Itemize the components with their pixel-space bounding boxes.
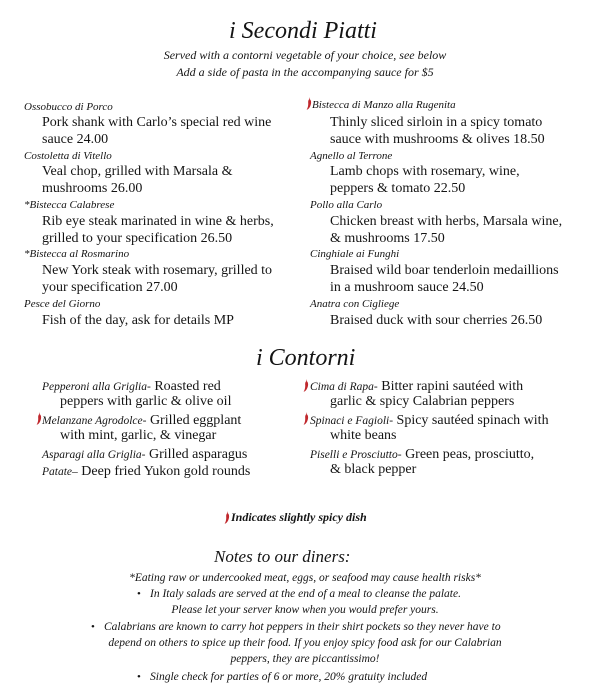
side-description: Bitter rapini sautéed with [377,379,524,394]
secondi-subtitle-2: Add a side of pasta in the accompanying sauce for $5 [176,65,434,79]
chili-pepper-icon [302,379,309,392]
side-item [310,445,534,463]
dish-description: in a mushroom sauce 24.50 [330,280,484,295]
dish-description: Braised wild boar tenderloin medaillions [330,263,559,278]
dish-description: Rib eye steak marinated in wine & herbs, [42,214,274,229]
dish-description: New York steak with rosemary, grilled to [42,263,273,278]
side-description: peppers with garlic & olive oil [60,394,232,409]
dish-description: Thinly sliced sirloin in a spicy tomato [330,115,543,130]
side-description: Grilled eggplant [146,413,242,428]
dish-description: sauce with mushrooms & olives 18.50 [330,132,545,147]
contorni-title: i Contorni [256,345,356,371]
dish-description: Pork shank with Carlo’s special red wine [42,115,272,130]
side-description: Grilled asparagus [145,447,248,462]
dish-name: Agnello al Terrone [310,150,393,162]
dish-name: Ossobucco di Porco [24,101,113,113]
secondi-title: i Secondi Piatti [229,18,377,44]
side-description: Spicy sautéed spinach with [393,413,549,428]
side-name: Asparagi alla Griglia- [42,449,146,461]
side-description: Green peas, prosciutto, [401,447,535,462]
side-description: white beans [330,428,397,443]
side-item [310,377,523,395]
dish-name: Pesce del Giorno [24,298,101,310]
side-name: Cima di Rapa- [310,381,378,393]
bullet-icon: • [91,621,95,633]
health-warning: *Eating raw or undercooked meat, eggs, or seafood may cause health risks* [129,572,481,584]
chili-pepper-icon [35,412,42,425]
dish-name: Anatra con Cigliege [310,298,400,310]
dish-name: *Bistecca Calabrese [24,199,115,211]
chili-pepper-icon [302,412,309,425]
secondi-subtitle-1: Served with a contorni vegetable of your choice, see below [163,48,447,62]
dish-description: Braised duck with sour cherries 26.50 [330,313,543,328]
note-calabrians: depend on others to spice up their food. If you enjoy spicy food ask for our Calabrian [108,637,502,649]
dish-description: Fish of the day, ask for details MP [42,313,234,328]
side-item [42,411,241,429]
note-salads: In Italy salads are served at the end of a meal to cleanse the palate. [150,588,461,600]
side-description: Deep fried Yukon gold rounds [77,464,251,479]
side-description: garlic & spicy Calabrian peppers [330,394,515,409]
note-gratuity: Single check for parties of 6 or more, 20% gratuity included [150,671,428,683]
note-salads: Please let your server know when you would prefer yours. [171,604,439,616]
side-name: Patate– [42,466,78,478]
dish-name: *Bistecca al Rosmarino [24,248,130,260]
side-name: Spinaci e Fagioli- [310,415,394,427]
dish-description: grilled to your specification 26.50 [42,231,233,246]
note-calabrians: peppers, they are piccantissimo! [230,653,380,665]
chili-pepper-icon [305,97,312,110]
dish-description: your specification 27.00 [42,280,178,295]
side-name: Pepperoni alla Griglia- [42,381,151,393]
dish-description: Lamb chops with rosemary, wine, [330,164,520,179]
side-name: Melanzane Agrodolce- [42,415,147,427]
side-description: with mint, garlic, & vinegar [60,428,217,443]
dish-description: & mushrooms 17.50 [330,231,445,246]
side-name: Piselli e Prosciutto- [310,449,402,461]
side-description: & black pepper [330,462,417,477]
bullet-icon: • [137,588,141,600]
chili-pepper-icon [223,511,230,524]
side-item [310,411,549,429]
spicy-legend: Indicates slightly spicy dish [231,510,367,524]
side-item [42,377,221,395]
dish-name: Bistecca di Manzo alla Rugenita [312,99,456,111]
dish-name: Pollo alla Carlo [310,199,383,211]
dish-name: Cinghiale ai Funghi [310,248,400,260]
side-item [42,445,247,463]
note-calabrians: Calabrians are known to carry hot peppers in their shirt pockets so they never have to [104,621,501,633]
dish-name: Costoletta di Vitello [24,150,112,162]
dish-description: sauce 24.00 [42,132,109,147]
dish-description: mushrooms 26.00 [42,181,143,196]
dish-description: peppers & tomato 22.50 [330,181,466,196]
bullet-icon: • [137,671,141,683]
notes-title: Notes to our diners: [214,547,351,566]
dish-description: Veal chop, grilled with Marsala & [42,164,233,179]
dish-description: Chicken breast with herbs, Marsala wine, [330,214,563,229]
side-item [42,462,250,480]
side-description: Roasted red [150,379,221,394]
